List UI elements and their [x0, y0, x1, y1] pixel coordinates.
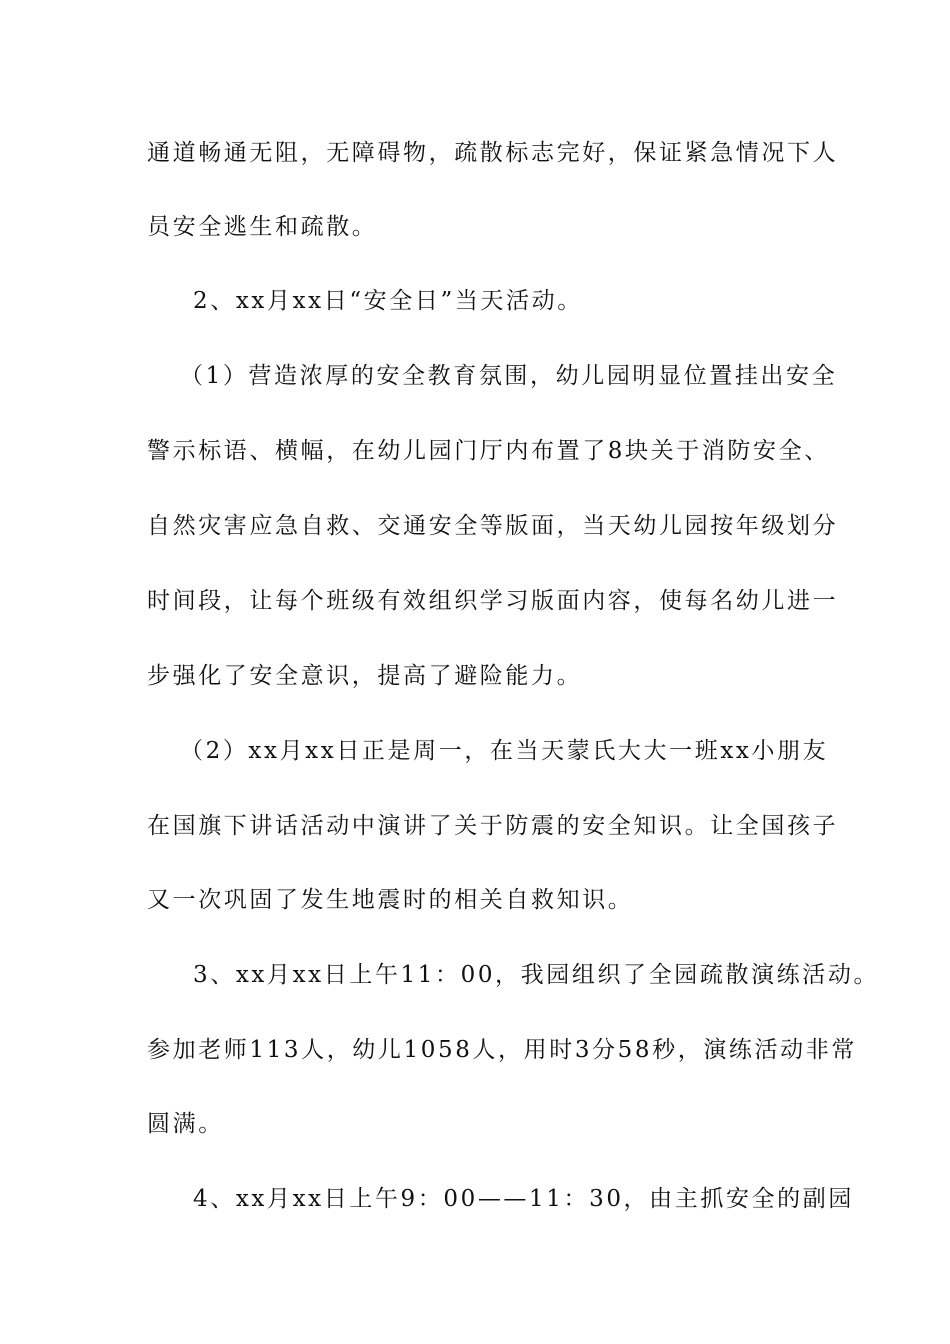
text-line-14: 圆满。	[147, 1111, 224, 1137]
heading-item-3: 3、xx月xx日上午11：00，我园组织了全园疏散演练活动。	[193, 962, 880, 988]
text-line-1: 通道畅通无阻，无障碍物，疏散标志完好，保证紧急情况下人	[147, 140, 839, 166]
text-line-2: 员安全逃生和疏散。	[147, 214, 378, 240]
heading-item-4: 4、xx月xx日上午9：00——11：30，由主抓安全的副园	[193, 1186, 854, 1212]
heading-item-2: 2、xx月xx日“安全日”当天活动。	[193, 288, 583, 314]
text-line-5: 警示标语、横幅，在幼儿园门厅内布置了8块关于消防安全、	[147, 438, 830, 464]
text-line-4: （1）营造浓厚的安全教育氛围，幼儿园明显位置挂出安全	[180, 363, 838, 389]
text-line-7: 时间段，让每个班级有效组织学习版面内容，使每名幼儿进一	[147, 588, 839, 614]
text-line-6: 自然灾害应急自救、交通安全等版面，当天幼儿园按年级划分	[147, 513, 839, 539]
text-line-8: 步强化了安全意识，提高了避险能力。	[147, 663, 583, 689]
text-line-11: 又一次巩固了发生地震时的相关自救知识。	[147, 887, 634, 913]
text-line-13: 参加老师113人，幼儿1058人，用时3分58秒，演练活动非常	[147, 1037, 857, 1063]
text-line-10: 在国旗下讲话活动中演讲了关于防震的安全知识。让全国孩子	[147, 813, 839, 839]
text-line-9: （2）xx月xx日正是周一，在当天蒙氏大大一班xx小朋友	[180, 738, 829, 764]
